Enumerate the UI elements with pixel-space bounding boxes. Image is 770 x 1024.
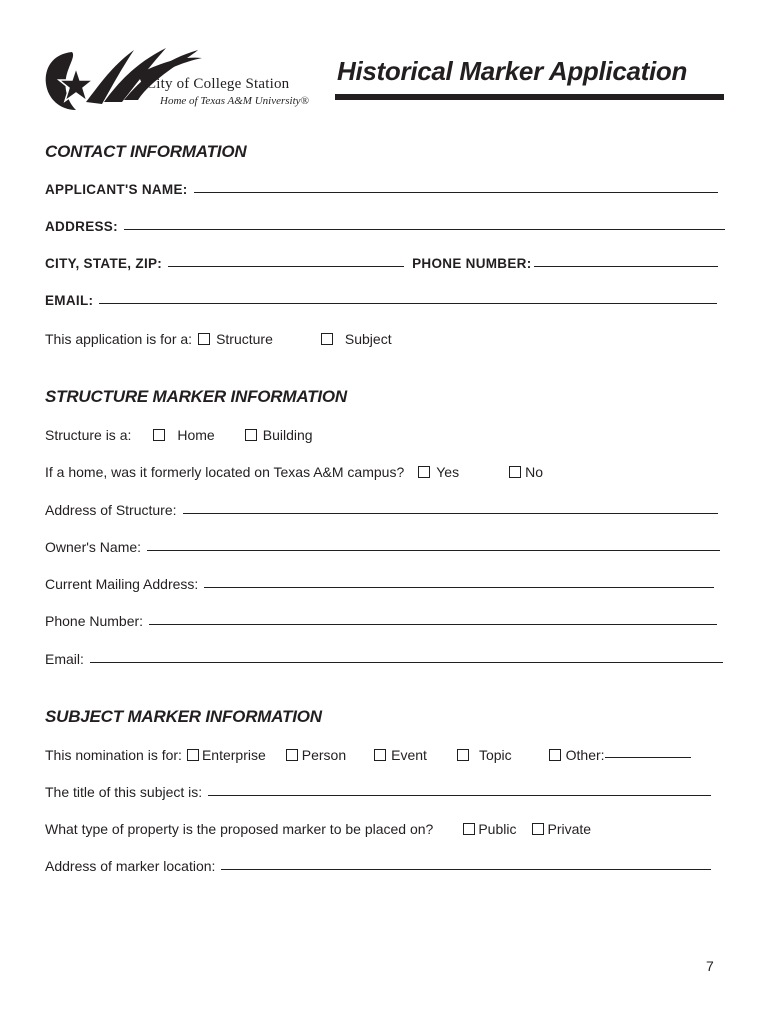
option-no[interactable] bbox=[509, 464, 543, 480]
option-private[interactable] bbox=[532, 821, 591, 837]
checkbox-home[interactable] bbox=[153, 429, 165, 441]
structure-email-row bbox=[45, 651, 723, 667]
nomination-type-row bbox=[45, 747, 691, 763]
other-field[interactable] bbox=[605, 757, 691, 758]
option-event[interactable] bbox=[374, 747, 427, 763]
option-enterprise-label: Enterprise bbox=[201, 747, 266, 763]
structure-section-heading: STRUCTURE MARKER INFORMATION bbox=[45, 387, 347, 406]
applicant-name-field[interactable] bbox=[194, 192, 718, 193]
marker-location-row bbox=[45, 858, 711, 874]
marker-location-field[interactable] bbox=[221, 869, 711, 870]
option-event-label: Event bbox=[391, 747, 427, 763]
email-field[interactable] bbox=[99, 303, 717, 304]
mailing-address-field[interactable] bbox=[204, 587, 714, 588]
subject-section-heading: SUBJECT MARKER INFORMATION bbox=[45, 707, 322, 726]
checkbox-private[interactable] bbox=[532, 823, 544, 835]
title-underline-bar bbox=[335, 94, 724, 100]
option-yes[interactable] bbox=[418, 464, 459, 480]
subject-title-row bbox=[45, 784, 711, 800]
application-type-row bbox=[45, 331, 392, 347]
checkbox-subject[interactable] bbox=[321, 333, 333, 345]
option-building[interactable] bbox=[245, 427, 313, 443]
option-home[interactable] bbox=[153, 427, 214, 443]
property-type-row bbox=[45, 821, 591, 837]
structure-phone-row bbox=[45, 613, 717, 629]
structure-type-row bbox=[45, 427, 313, 443]
property-type-label: What type of property is the proposed marker to be placed on? bbox=[45, 821, 434, 837]
application-type-label: This application is for a: bbox=[45, 331, 193, 347]
address-field[interactable] bbox=[124, 229, 725, 230]
option-private-label: Private bbox=[547, 821, 592, 837]
option-no-label: No bbox=[525, 464, 543, 480]
owners-name-label: Owner's Name: bbox=[45, 539, 142, 555]
email-label: EMAIL: bbox=[45, 293, 94, 308]
logo-city-name: City of College Station bbox=[146, 76, 290, 92]
structure-phone-label: Phone Number: bbox=[45, 613, 144, 629]
option-topic-label: Topic bbox=[478, 747, 512, 763]
structure-phone-field[interactable] bbox=[149, 624, 717, 625]
option-subject-label: Subject bbox=[344, 331, 392, 347]
phone-number-field[interactable] bbox=[534, 266, 718, 267]
checkbox-event[interactable] bbox=[374, 749, 386, 761]
formerly-campus-row bbox=[45, 464, 543, 480]
option-subject[interactable] bbox=[321, 331, 392, 347]
applicant-name-label: APPLICANT'S NAME: bbox=[45, 182, 188, 197]
city-state-zip-row bbox=[45, 256, 718, 271]
option-other[interactable] bbox=[549, 747, 605, 763]
option-other-label: Other: bbox=[565, 747, 605, 763]
logo-tagline: Home of Texas A&M University® bbox=[160, 95, 309, 107]
option-structure[interactable] bbox=[198, 331, 273, 347]
checkbox-topic[interactable] bbox=[457, 749, 469, 761]
structure-type-label: Structure is a: bbox=[45, 427, 132, 443]
option-topic[interactable] bbox=[457, 747, 512, 763]
subject-title-label: The title of this subject is: bbox=[45, 784, 203, 800]
owners-name-row bbox=[45, 539, 720, 555]
structure-address-label: Address of Structure: bbox=[45, 502, 177, 518]
formerly-campus-label: If a home, was it formerly located on Texas A&M campus? bbox=[45, 464, 405, 480]
checkbox-enterprise[interactable] bbox=[187, 749, 199, 761]
address-row bbox=[45, 219, 725, 234]
option-enterprise[interactable] bbox=[187, 747, 266, 763]
owners-name-field[interactable] bbox=[147, 550, 720, 551]
checkbox-yes[interactable] bbox=[418, 466, 430, 478]
option-building-label: Building bbox=[262, 427, 313, 443]
mailing-address-label: Current Mailing Address: bbox=[45, 576, 199, 592]
phone-number-label: PHONE NUMBER: bbox=[412, 256, 532, 271]
structure-email-field[interactable] bbox=[90, 662, 723, 663]
subject-title-field[interactable] bbox=[208, 795, 711, 796]
applicant-name-row bbox=[45, 182, 718, 197]
city-state-zip-label: CITY, STATE, ZIP: bbox=[45, 256, 163, 271]
checkbox-person[interactable] bbox=[286, 749, 298, 761]
option-structure-label: Structure bbox=[216, 331, 273, 347]
structure-address-row bbox=[45, 502, 718, 518]
checkbox-building[interactable] bbox=[245, 429, 257, 441]
address-label: ADDRESS: bbox=[45, 219, 118, 234]
option-home-label: Home bbox=[177, 427, 215, 443]
city-state-zip-field[interactable] bbox=[168, 266, 404, 267]
page-title: Historical Marker Application bbox=[337, 56, 688, 86]
page-number: 7 bbox=[706, 958, 714, 974]
structure-address-field[interactable] bbox=[183, 513, 718, 514]
checkbox-structure[interactable] bbox=[198, 333, 210, 345]
checkbox-other[interactable] bbox=[549, 749, 561, 761]
checkbox-no[interactable] bbox=[509, 466, 521, 478]
contact-section-heading: CONTACT INFORMATION bbox=[45, 142, 247, 161]
mailing-address-row bbox=[45, 576, 714, 592]
structure-email-label: Email: bbox=[45, 651, 84, 667]
marker-location-label: Address of marker location: bbox=[45, 858, 216, 874]
option-public-label: Public bbox=[478, 821, 517, 837]
nomination-type-label: This nomination is for: bbox=[45, 747, 182, 763]
option-person-label: Person bbox=[301, 747, 347, 763]
checkbox-public[interactable] bbox=[463, 823, 475, 835]
email-row bbox=[45, 293, 717, 308]
option-public[interactable] bbox=[463, 821, 516, 837]
option-person[interactable] bbox=[286, 747, 346, 763]
option-yes-label: Yes bbox=[436, 464, 460, 480]
